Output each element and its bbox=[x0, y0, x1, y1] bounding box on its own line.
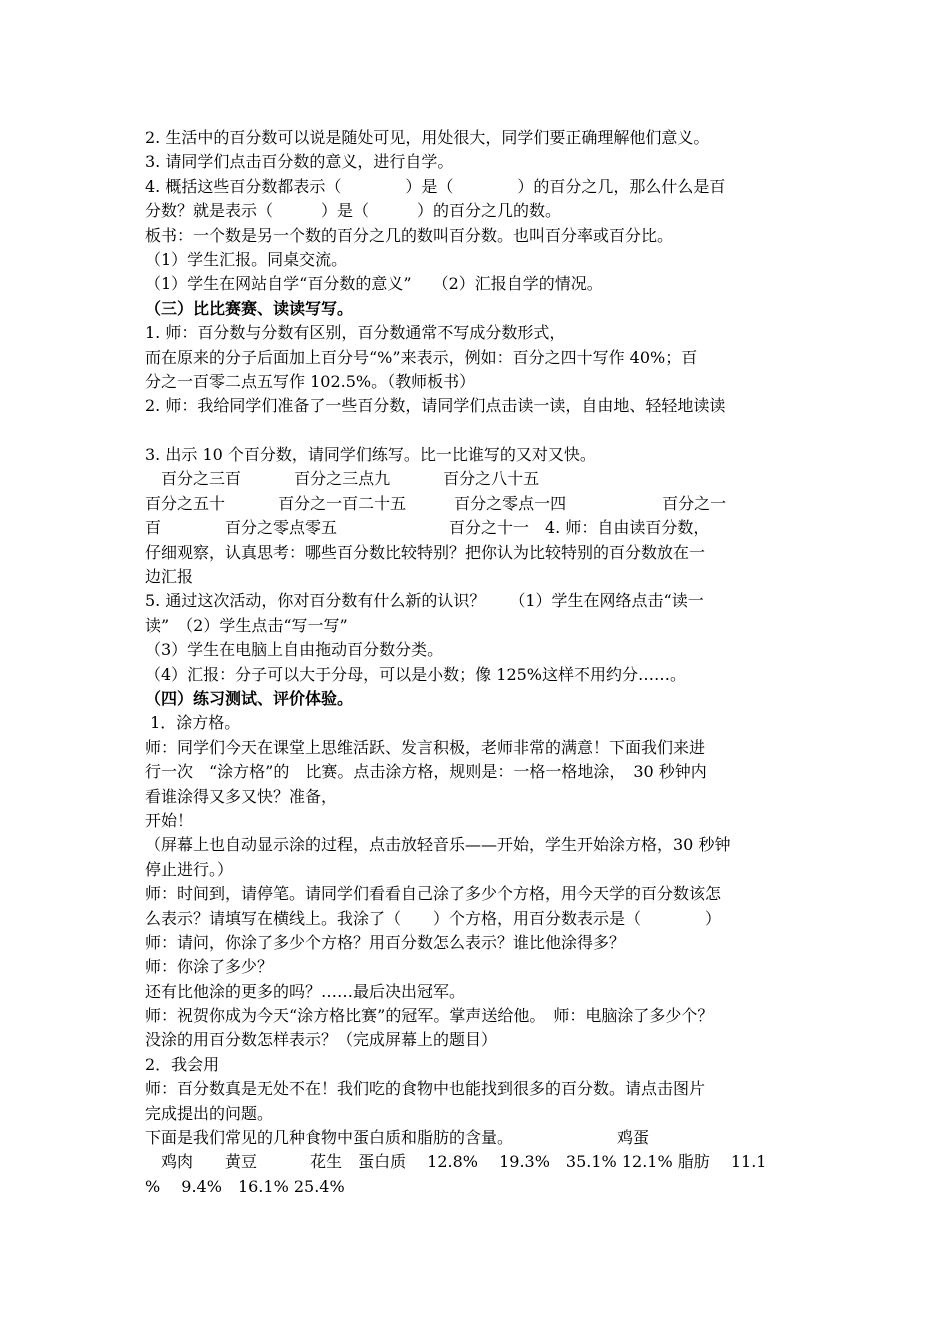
text-line: 下面是我们常见的几种食物中蛋白质和脂肪的含量。 鸡蛋 bbox=[145, 1128, 650, 1148]
section-heading: （三）比比赛赛、读读写写。 bbox=[145, 298, 354, 318]
text-line: （3）学生在电脑上自由拖动百分数分类。 bbox=[145, 640, 444, 660]
text-line: 百分之三百 百分之三点九 百分之八十五 bbox=[145, 469, 540, 489]
text-line: 仔细观察，认真思考：哪些百分数比较特别？把你认为比较特别的百分数放在一 bbox=[145, 542, 706, 562]
text-line: 百分之五十 百分之一百二十五 百分之零点一四 百分之一 bbox=[145, 493, 727, 513]
text-line: 百 百分之零点零五 百分之十一 4. 师：自由读百分数， bbox=[145, 518, 710, 538]
text-line: 行一次 “涂方格”的 比赛。点击涂方格，规则是：一格一格地涂， 30 秒钟内 bbox=[145, 762, 707, 782]
text-line: （屏幕上也自动显示涂的过程，点击放轻音乐——开始，学生开始涂方格，30 秒钟 bbox=[145, 835, 731, 855]
section-heading: （四）练习测试、评价体验。 bbox=[145, 688, 354, 708]
text-line: 5. 通过这次活动，你对百分数有什么新的认识？ （1）学生在网络点击“读一 bbox=[145, 591, 704, 611]
text-line: （1）学生在网站自学“百分数的意义” （2）汇报自学的情况。 bbox=[145, 274, 603, 294]
text-line: 没涂的用百分数怎样表示？（完成屏幕上的题目） bbox=[145, 1030, 498, 1050]
text-line: 师：祝贺你成为今天“涂方格比赛”的冠军。掌声送给他。 师：电脑涂了多少个？ bbox=[145, 1006, 714, 1026]
text-line: 2. 师：我给同学们准备了一些百分数，请同学们点击读一读，自由地、轻轻地读读 bbox=[145, 396, 726, 416]
text-line: 师：你涂了多少？ bbox=[145, 957, 274, 977]
text-line: （1）学生汇报。同桌交流。 bbox=[145, 249, 348, 269]
text-line: 开始！ bbox=[145, 810, 194, 830]
text-line: 板书：一个数是另一个数的百分之几的数叫百分数。也叫百分率或百分比。 bbox=[145, 225, 674, 245]
text-line: 2．我会用 bbox=[145, 1054, 220, 1074]
text-line: 看谁涂得又多又快？准备， bbox=[145, 786, 338, 806]
text-line: 4. 概括这些百分数都表示（ ）是（ ）的百分之几，那么什么是百 bbox=[145, 176, 726, 196]
text-line: 师：时间到，请停笔。请同学们看看自己涂了多少个方格，用今天学的百分数该怎 bbox=[145, 884, 722, 904]
document-body bbox=[145, 126, 810, 1199]
text-line: 师：百分数真是无处不在！我们吃的食物中也能找到很多的百分数。请点击图片 bbox=[145, 1079, 706, 1099]
text-line bbox=[145, 419, 810, 443]
text-line: 读” （2）学生点击“写一写” bbox=[145, 615, 348, 635]
text-line: 3. 出示 10 个百分数，请同学们练写。比一比谁写的又对又快。 bbox=[145, 445, 596, 465]
text-line: 鸡肉 黄豆 花生 蛋白质 12.8% 19.3% 35.1% 12.1% 脂肪 11.1 bbox=[145, 1152, 767, 1172]
text-line: % 9.4% 16.1% 25.4% bbox=[145, 1176, 345, 1196]
text-line: （4）汇报：分子可以大于分母，可以是小数；像 125%这样不用约分……。 bbox=[145, 664, 687, 684]
text-line: 1．涂方格。 bbox=[145, 713, 241, 733]
text-line: 么表示？请填写在横线上。我涂了（ ）个方格，用百分数表示是（ ） bbox=[145, 908, 722, 928]
text-line: 2. 生活中的百分数可以说是随处可见，用处很大，同学们要正确理解他们意义。 bbox=[145, 128, 710, 147]
text-line: 停止进行。） bbox=[145, 859, 234, 879]
text-line: 师：请问，你涂了多少个方格？用百分数怎么表示？谁比他涂得多？ bbox=[145, 932, 626, 952]
text-line: 还有比他涂的更多的吗？……最后决出冠军。 bbox=[145, 981, 466, 1001]
text-line: 而在原来的分子后面加上百分号“%”来表示，例如：百分之四十写作 40%；百 bbox=[145, 347, 698, 367]
text-line: 分数？就是表示（ ）是（ ）的百分之几的数。 bbox=[145, 201, 562, 221]
text-line: 完成提出的问题。 bbox=[145, 1103, 274, 1123]
text-line: 边汇报 bbox=[145, 567, 194, 587]
text-line: 师：同学们今天在课堂上思维活跃、发言积极，老师非常的满意！下面我们来进 bbox=[145, 737, 706, 757]
text-line: 分之一百零二点五写作 102.5%。（教师板书） bbox=[145, 371, 476, 391]
text-line: 3. 请同学们点击百分数的意义，进行自学。 bbox=[145, 152, 454, 172]
text-line: 1. 师：百分数与分数有区别，百分数通常不写成分数形式， bbox=[145, 323, 566, 343]
